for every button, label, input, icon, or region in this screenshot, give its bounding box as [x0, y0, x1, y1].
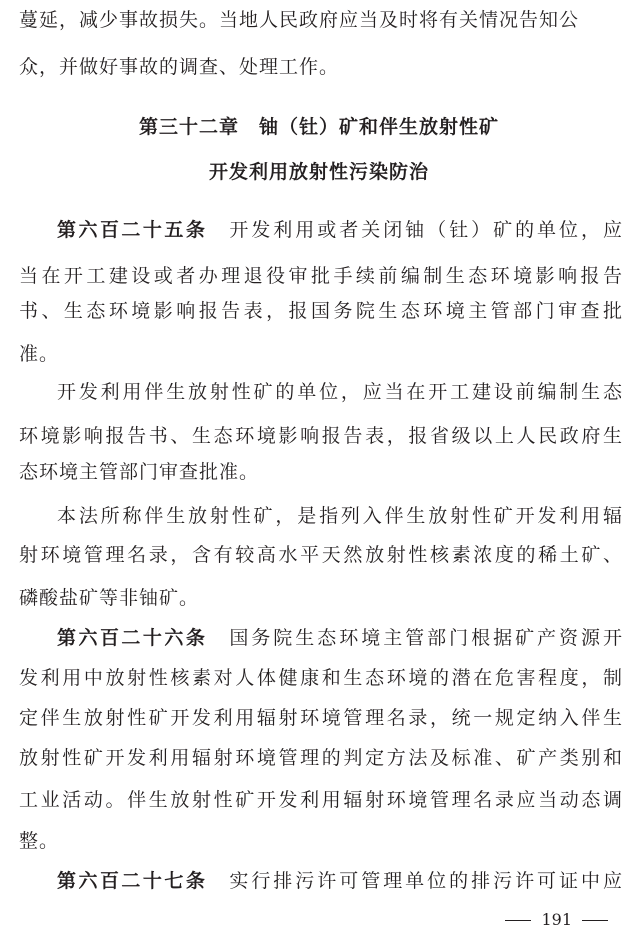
text-line: 定伴生放射性矿开发利用辐射环境管理名录，统一规定纳入伴生 [19, 707, 623, 729]
article-label: 第六百二十六条 [57, 627, 208, 649]
chapter-title: 第三十二章 铀（钍）矿和伴生放射性矿 [138, 116, 499, 138]
text-line: 环境影响报告书、生态环境影响报告表，报省级以上人民政府生 [19, 425, 623, 447]
text-line: 蔓延，减少事故损失。当地人民政府应当及时将有关情况告知公 [19, 9, 580, 31]
text-line: 书、生态环境影响报告表，报国务院生态环境主管部门审查批 [19, 300, 623, 322]
text-segment: 实行排污许可管理单位的排污许可证中应 [227, 870, 623, 892]
dash-right [582, 920, 608, 921]
text-line: 整。 [19, 830, 60, 852]
text-line: 射环境管理名录，含有较高水平天然放射性核素浓度的稀土矿、 [19, 544, 623, 566]
chapter-subtitle: 开发利用放射性污染防治 [208, 161, 429, 183]
text-line: 准。 [19, 343, 60, 365]
text-line: 当在开工建设或者办理退役审批手续前编制生态环境影响报告 [19, 265, 623, 287]
article-627-first-line [57, 866, 623, 896]
text-line: 磷酸盐矿等非铀矿。 [19, 587, 200, 609]
article-625-first-line [57, 215, 623, 245]
text-line: 发利用中放射性核素对人体健康和生态环境的潜在危害程度，制 [19, 667, 623, 689]
page-number-value: 191 [541, 910, 572, 929]
article-label: 第六百二十七条 [57, 870, 208, 892]
text-line: 工业活动。伴生放射性矿开发利用辐射环境管理名录应当动态调 [19, 789, 623, 811]
text-line: 本法所称伴生放射性矿，是指列入伴生放射性矿开发利用辐 [57, 505, 623, 527]
article-label: 第六百二十五条 [57, 219, 208, 241]
dash-left [505, 920, 531, 921]
text-line: 态环境主管部门审查批准。 [19, 461, 260, 483]
text-line: 开发利用伴生放射性矿的单位，应当在开工建设前编制生态 [57, 381, 623, 403]
page-number [495, 908, 618, 932]
text-line: 放射性矿开发利用辐射环境管理的判定方法及标准、矿产类别和 [19, 747, 623, 769]
text-line: 众，并做好事故的调查、处理工作。 [19, 56, 340, 78]
text-segment: 国务院生态环境主管部门根据矿产资源开 [227, 627, 623, 649]
article-626-first-line [57, 623, 623, 653]
text-segment: 开发利用或者关闭铀（钍）矿的单位，应 [227, 219, 623, 241]
